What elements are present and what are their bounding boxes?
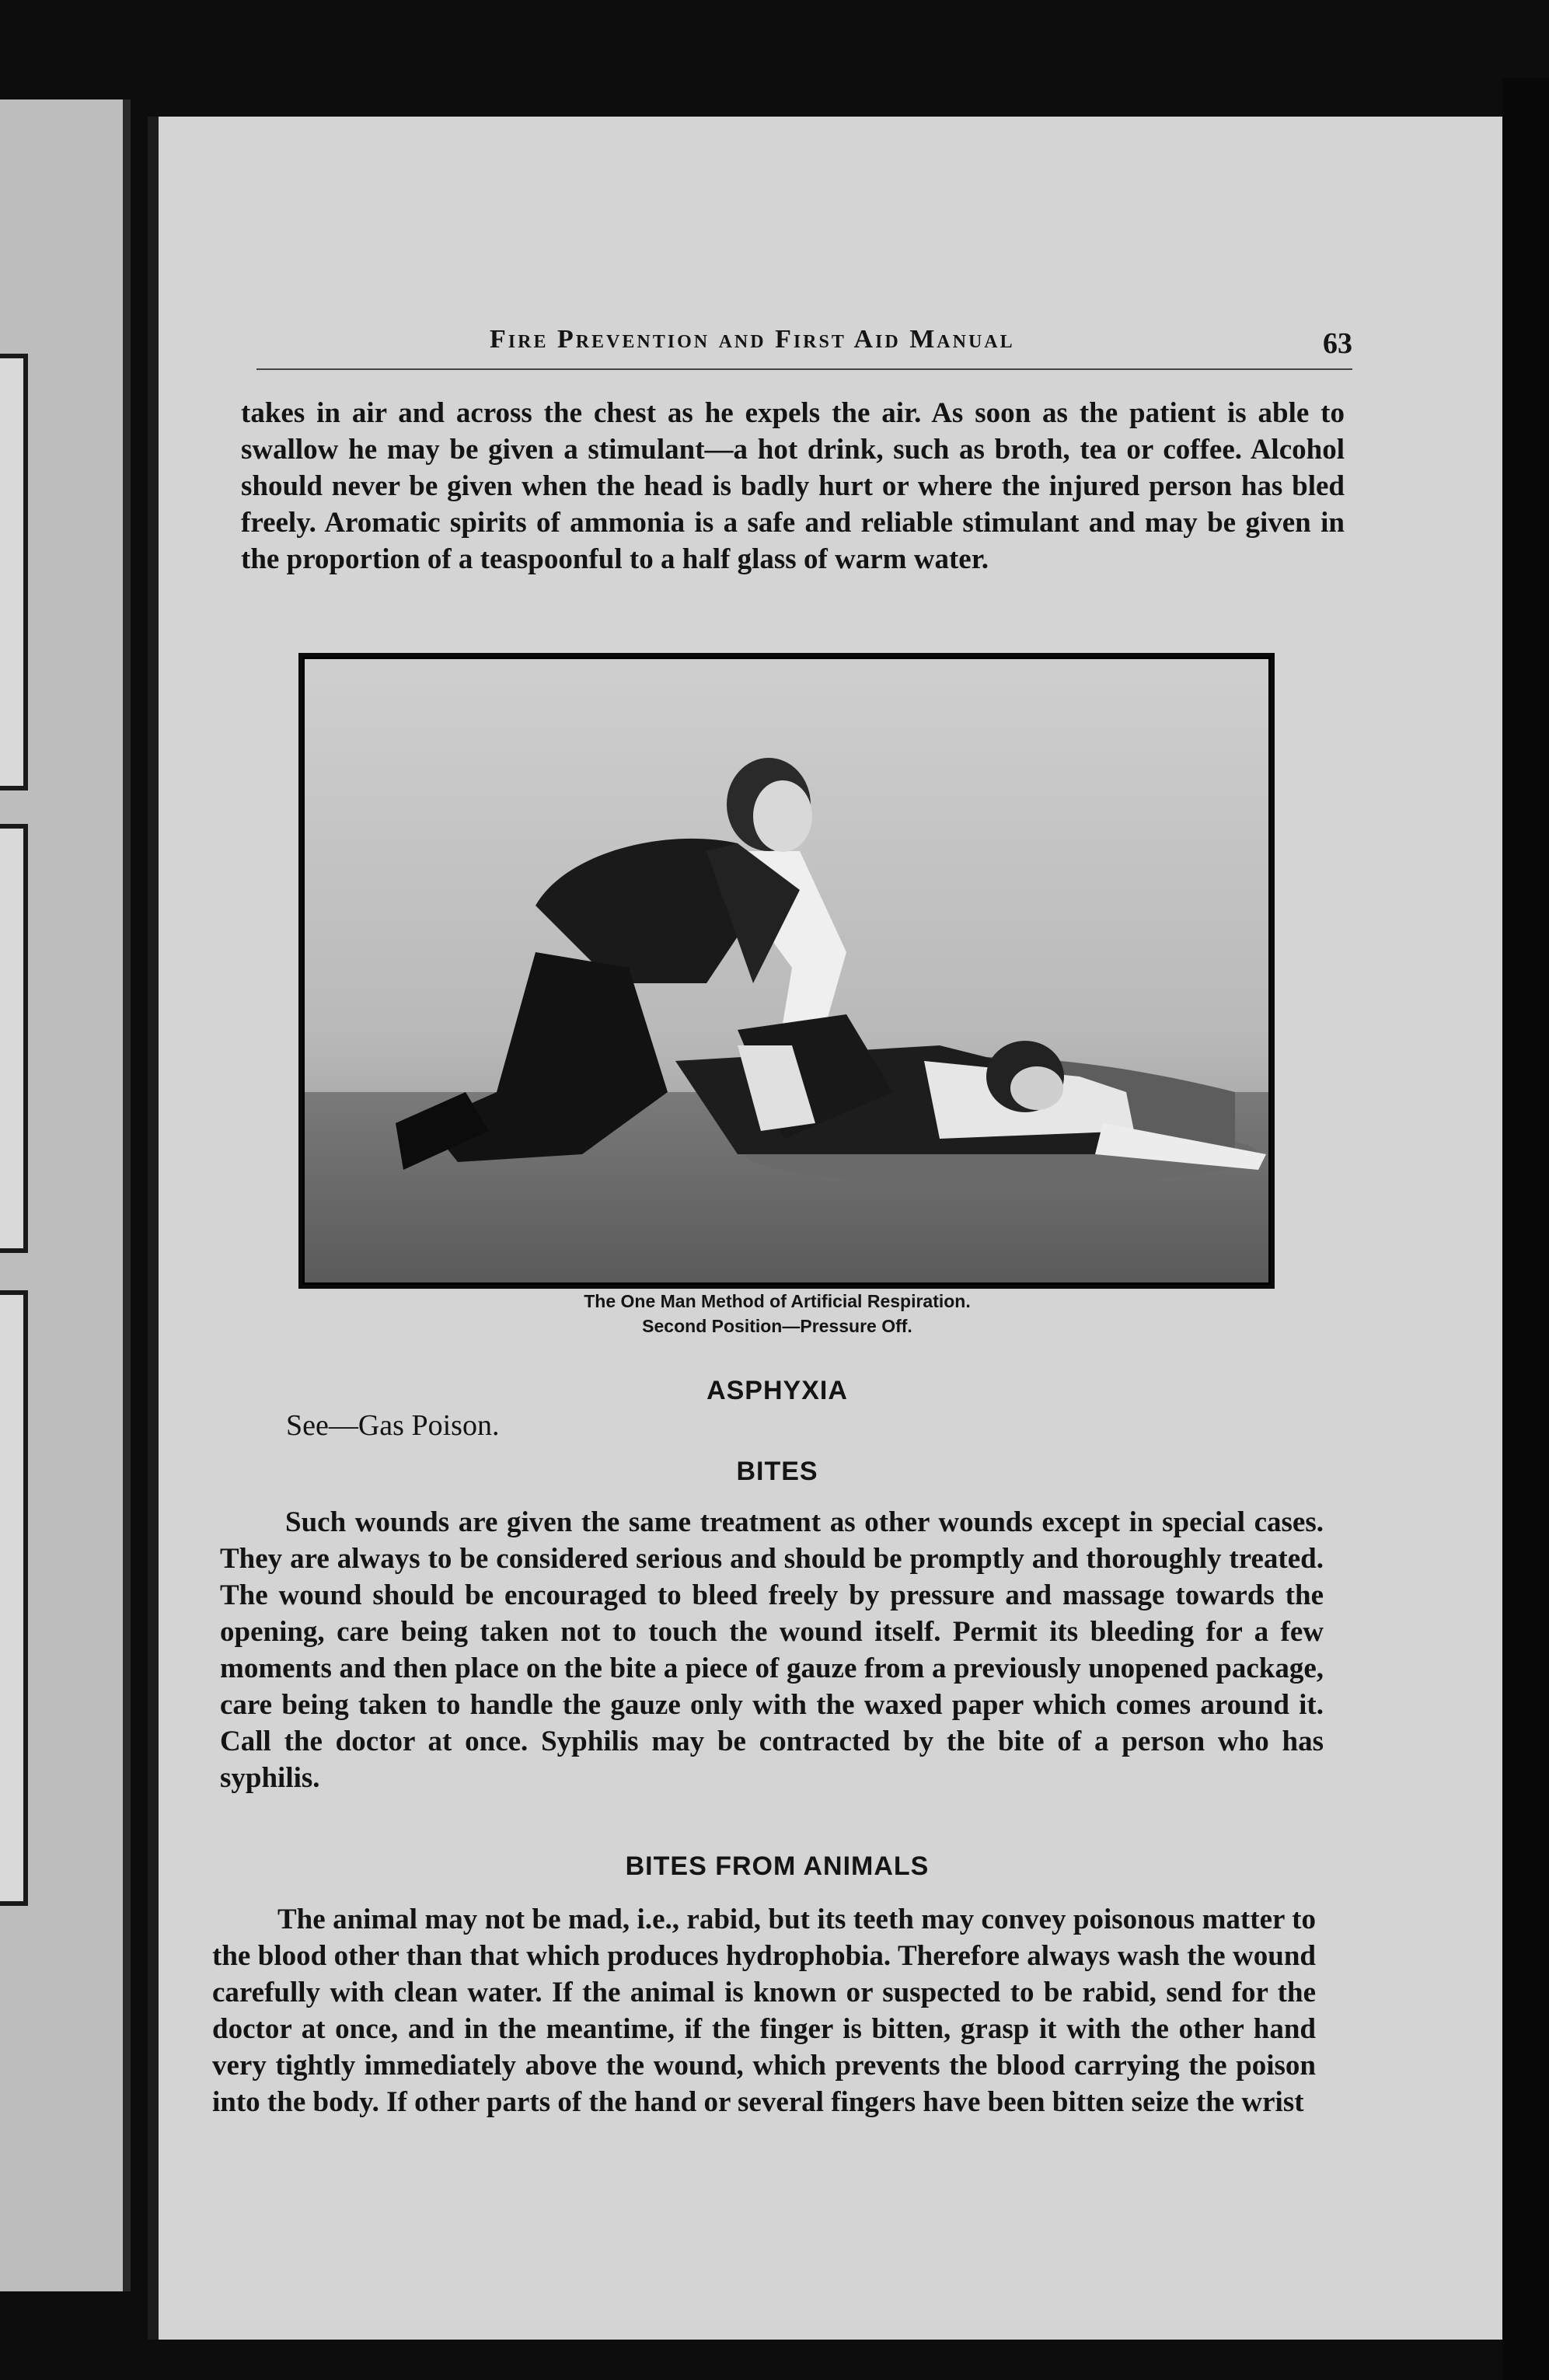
page-shadow [1502,78,1549,2380]
heading-bites: BITES [736,1457,818,1486]
running-head [256,325,1352,370]
facing-page-frame-middle [0,824,28,1253]
facing-page-frame-bottom [0,1290,28,1906]
figure-caption [466,1289,1088,1338]
page-number: 63 [1323,327,1352,360]
figure-caption-line2: Second Position—Pressure Off. [642,1316,912,1336]
photo-illustration [302,657,1271,1285]
heading-bites-from-animals: BITES FROM ANIMALS [625,1851,930,1881]
figure-caption-line1: The One Man Method of Artificial Respiration. [584,1291,971,1311]
intro-paragraph: takes in air and across the chest as he expels the air. As soon as the patient is able to swallow he may be given a stimulant—a hot drink, such as broth, tea or coffee. Alcohol should never be given when the head is badly hurt or where the injured person has bled freely. Aromatic spirits of ammonia is a safe and reliable stimulant and may be given in the proportion of a teaspoonful to a half glass of warm water. [241,397,1345,575]
bites-from-animals-paragraph: The animal may not be mad, i.e., rabid, but its teeth may convey poisonous matter to the blood other than that which produces hydrophobia. Therefore always wash the wound carefully with clean water. If the animal is known or suspected to be rabid, send for the doctor at once, and in the meantime, if the finger is bitten, grasp it with the other hand very tightly immediately above the wound, which prevents the blood carrying the poison into the body. If other parts of the hand or several fingers have been bitten seize the wrist [212,1904,1316,2118]
running-title: Fire Prevention and First Aid Manual [490,325,1015,354]
bites-paragraph: Such wounds are given the same treatment as other wounds except in special cases. They are always to be considered serious and should be promptly and thoroughly treated. The wound should be encouraged to bleed freely by pressure and massage towards the opening, care being taken not to touch the wound itself. Permit its bleeding for a few moments and then place on the bite a piece of gauze from a previously unopened package, care being taken to handle the gauze only with the waxed paper which comes around it. Call the doctor at once. Syphilis may be contracted by the bite of a person who has syphilis. [220,1506,1324,1794]
artificial-respiration-photo [298,653,1275,1289]
asphyxia-see-reference: See—Gas Poison. [286,1409,500,1442]
facing-page-frame-top [0,354,28,790]
heading-asphyxia: ASPHYXIA [706,1376,848,1405]
